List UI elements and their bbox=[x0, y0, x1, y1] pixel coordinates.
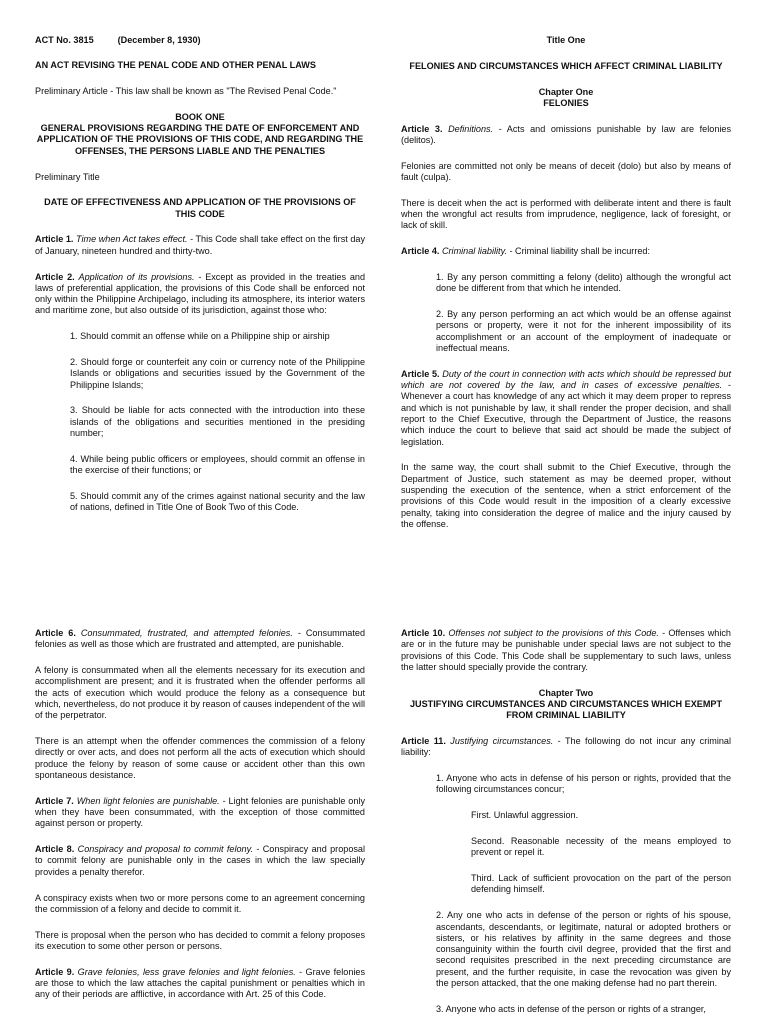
article-11-title: Justifying circumstances. bbox=[450, 736, 554, 747]
book-subheading: GENERAL PROVISIONS REGARDING THE DATE OF ENFORCEMENT AND APPLICATION OF THE PROVISIONS OF THIS CODE, AND REGARDING THE OFFENSES, THE PERSONS LIABLE AND THE PENALTIES bbox=[36, 123, 364, 156]
column-bottom-right bbox=[401, 628, 731, 1030]
article-7-title: When light felonies are punishable. bbox=[76, 795, 220, 806]
article-1-text: - This Code shall take effect on the first day of January, nineteen hundred and thirty-two. bbox=[35, 234, 366, 256]
article-1 bbox=[35, 234, 365, 257]
article-8-text: - Conspiracy and proposal to commit felony are punishable only in the cases in which the law specially provides a penalty therefor. bbox=[35, 844, 365, 877]
column-top-right bbox=[401, 35, 731, 545]
article-5-title: Duty of the court in connection with acts which should be repressed but which are not covered by the law, and in cases of excessive penalties. bbox=[401, 368, 731, 391]
article-5-para-2: In the same way, the court shall submit to the Chief Executive, through the Department of Justice, such statement as may be deemed proper, without suspending the execution of the sentence, when a strict enforcement of the provisions of this Code would result in the imposition of a clearly excessive penalty, taking into consideration the degree of malice and the injury caused by the offense. bbox=[401, 462, 731, 529]
article-2-item-1: 1. Should commit an offense while on a Philippine ship or airship bbox=[70, 331, 330, 342]
article-11-sub-3: Third. Lack of sufficient provocation on the part of the person defending himself. bbox=[471, 873, 731, 895]
article-11 bbox=[401, 736, 731, 759]
article-4-text: - Criminal liability shall be incurred: bbox=[506, 246, 650, 257]
article-9-text: - Grave felonies are those to which the law attaches the capital punishment or penalties which in any of their periods are afflictive, in accordance with Art. 25 of this Code. bbox=[35, 966, 366, 1000]
article-2-label: Article 2. bbox=[35, 271, 75, 282]
date-heading: DATE OF EFFECTIVENESS AND APPLICATION OF THE PROVISIONS OF THIS CODE bbox=[44, 197, 356, 219]
chapter-two: Chapter Two bbox=[538, 687, 594, 698]
article-3-label: Article 3. bbox=[401, 123, 443, 134]
article-1-label: Article 1. bbox=[35, 234, 74, 245]
article-6-label: Article 6. bbox=[35, 628, 76, 638]
article-8-title: Conspiracy and proposal to commit felony. bbox=[77, 844, 253, 855]
article-7 bbox=[35, 796, 365, 830]
article-11-label: Article 11. bbox=[401, 736, 446, 747]
article-4-item-1: 1. By any person committing a felony (delito) although the wrongful act done be different from that which he intended. bbox=[436, 272, 731, 294]
article-3 bbox=[401, 124, 731, 147]
article-4-item-2: 2. By any person performing an act which would be an offense against persons or property, were it not for the inherent impossibility of its accomplishment or an account of the employment of inadequate or ineffectual means. bbox=[436, 309, 731, 354]
preliminary-article: Preliminary Article - This law shall be known as "The Revised Penal Code." bbox=[35, 86, 337, 97]
article-2 bbox=[35, 272, 365, 317]
article-11-sub-2: Second. Reasonable necessity of the means employed to prevent or repel it. bbox=[471, 836, 731, 858]
column-top-left bbox=[35, 35, 365, 528]
article-11-item-1: 1. Anyone who acts in defense of his person or rights, provided that the following circumstances concur; bbox=[436, 773, 731, 795]
article-3-para-3: There is deceit when the act is performed with deliberate intent and there is fault when the wrongful act results from imprudence, negligence, lack of foresight, or lack of skill. bbox=[401, 197, 731, 231]
article-11-text: - The following do not incur any criminal liability: bbox=[401, 736, 731, 758]
article-10 bbox=[401, 628, 731, 673]
article-5-label: Article 5. bbox=[401, 368, 440, 379]
article-3-text: - Acts and omissions punishable by law are felonies (delitos). bbox=[401, 123, 731, 145]
title-one-heading: FELONIES AND CIRCUMSTANCES WHICH AFFECT CRIMINAL LIABILITY bbox=[409, 60, 723, 71]
column-bottom-left bbox=[35, 628, 365, 1015]
act-header bbox=[35, 35, 365, 46]
chapter-one: Chapter One bbox=[538, 86, 594, 97]
chapter-two-heading: JUSTIFYING CIRCUMSTANCES AND CIRCUMSTANCES WHICH EXEMPT FROM CRIMINAL LIABILITY bbox=[409, 698, 723, 721]
article-6-title: Consummated, frustrated, and attempted felonies. bbox=[80, 628, 293, 638]
article-9-label: Article 9. bbox=[35, 966, 75, 977]
article-9-title: Grave felonies, less grave felonies and light felonies. bbox=[77, 966, 296, 977]
article-8-label: Article 8. bbox=[35, 844, 75, 855]
article-8-para-2: A conspiracy exists when two or more persons come to an agreement concerning the commission of a felony and decide to commit it. bbox=[35, 892, 365, 914]
article-2-text: - Except as provided in the treaties and laws of preferential application, the provisions of this Code shall be enforced not only within the Philippine Archipelago, including its atmosphere, its interior waters and maritime zone, but also outside of its jurisdiction, against those who: bbox=[35, 271, 366, 316]
article-4-label: Article 4. bbox=[401, 246, 440, 257]
article-2-title: Application of its provisions. bbox=[78, 271, 195, 282]
article-2-item-2: 2. Should forge or counterfeit any coin or currency note of the Philippine Islands or obligations and securities issued by the Government of the Philippine Islands; bbox=[70, 357, 365, 390]
article-11-item-2: 2. Any one who acts in defense of the person or rights of his spouse, ascendants, descendants, or legitimate, natural or adopted brothers or sisters, or his relatives by affinity in the same degrees and those consanguinity within the fourth civil degree, provided that the first and second requisites prescribed in the next preceding circumstance are present, and the further requisite, in case the revocation was given by the person attacked, that the one making defense had no part therein. bbox=[436, 910, 731, 989]
article-2-item-3: 3. Should be liable for acts connected with the introduction into these islands of the obligations and securities mentioned in the presiding number; bbox=[70, 405, 365, 439]
article-6-para-2: A felony is consummated when all the elements necessary for its execution and accomplishment are present; and it is frustrated when the offender performs all the acts of execution which would produce the felony as a consequence but which, nevertheless, do not produce it by reason of causes independent of the will of the perpetrator. bbox=[35, 665, 365, 721]
article-6-para-3: There is an attempt when the offender commences the commission of a felony directly or over acts, and does not perform all the acts of execution which should produce the felony by reason of some cause or accident other than this own spontaneous desistance. bbox=[35, 736, 365, 780]
article-3-title: Definitions. bbox=[448, 123, 494, 134]
act-title: AN ACT REVISING THE PENAL CODE AND OTHER PENAL LAWS bbox=[35, 60, 316, 71]
article-10-title: Offenses not subject to the provisions of this Code. bbox=[448, 628, 659, 638]
article-1-title: Time when Act takes effect. bbox=[76, 234, 188, 245]
act-date: (December 8, 1930) bbox=[117, 35, 201, 45]
article-6-text: - Consummated felonies as well as those which are frustrated and attempted, are punishable. bbox=[35, 628, 365, 650]
article-6 bbox=[35, 628, 365, 651]
article-9 bbox=[35, 967, 365, 1001]
article-10-text: - Offenses which are or in the future may be punishable under special laws are not subject to the provisions of this Code. This Code shall be supplementary to such laws, unless the latter should specially provide the contrary. bbox=[401, 628, 731, 672]
article-2-item-5: 5. Should commit any of the crimes against national security and the law of nations, defined in Title One of Book Two of this Code. bbox=[70, 490, 365, 513]
article-5-text: - Whenever a court has knowledge of any act which it may deem proper to repress and which is not punishable by law, it shall render the proper decision, and shall report to the Chief Executive, through the Department of Justice, the reasons which induce the court to believe that said act should be made the subject of legislation. bbox=[401, 380, 731, 447]
article-10-label: Article 10. bbox=[401, 628, 446, 638]
title-one: Title One bbox=[546, 35, 586, 45]
chapter-one-heading: FELONIES bbox=[543, 97, 589, 108]
article-2-item-4: 4. While being public officers or employees, should commit an offense in the exercise of their functions; or bbox=[70, 453, 365, 476]
article-8 bbox=[35, 844, 365, 878]
article-11-sub-1: First. Unlawful aggression. bbox=[471, 810, 579, 821]
article-4-title: Criminal liability. bbox=[441, 246, 507, 257]
article-5 bbox=[401, 369, 731, 448]
article-8-para-3: There is proposal when the person who has decided to commit a felony proposes its execution to some other person or persons. bbox=[35, 929, 365, 951]
act-number: ACT No. 3815 bbox=[35, 35, 94, 45]
article-7-text: - Light felonies are punishable only when they have been consummated, with the exception of those committed against person or property. bbox=[35, 795, 365, 829]
article-4 bbox=[401, 246, 731, 257]
article-7-label: Article 7. bbox=[35, 795, 74, 806]
book-heading: BOOK ONE bbox=[175, 111, 225, 122]
article-3-para-2: Felonies are committed not only be means of deceit (dolo) but also by means of fault (culpa). bbox=[401, 160, 731, 183]
preliminary-title: Preliminary Title bbox=[35, 171, 100, 182]
article-11-item-3: 3. Anyone who acts in defense of the person or rights of a stranger, bbox=[436, 1003, 706, 1014]
